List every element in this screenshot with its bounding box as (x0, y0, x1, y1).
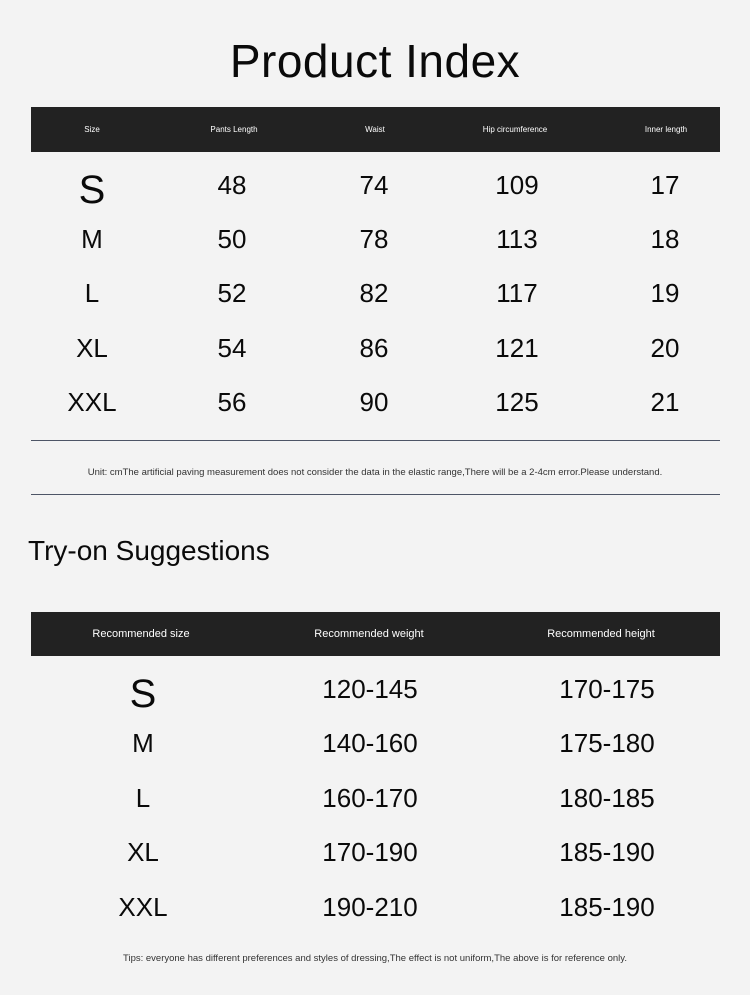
height-cell: 185-190 (559, 836, 655, 867)
size-table-header (31, 107, 720, 152)
size-cell: M (132, 727, 154, 758)
header-recommended-size: Recommended size (92, 628, 190, 640)
header-recommended-weight: Recommended weight (314, 628, 424, 640)
inner-length-cell: 18 (650, 223, 680, 254)
height-cell: 185-190 (559, 891, 655, 922)
header-recommended-height: Recommended height (547, 628, 655, 640)
pants-length-cell: 56 (217, 386, 247, 417)
height-cell: 175-180 (559, 727, 655, 758)
page-title: Product Index (229, 35, 521, 87)
weight-cell: 160-170 (322, 782, 418, 813)
divider (31, 440, 720, 441)
inner-length-cell: 20 (650, 332, 680, 363)
section-title: Try-on Suggestions (28, 535, 270, 566)
header-size: Size (84, 125, 100, 134)
inner-length-cell: 17 (650, 169, 680, 200)
pants-length-cell: 50 (217, 223, 247, 254)
waist-cell: 78 (359, 223, 389, 254)
hip-cell: 109 (495, 169, 539, 200)
size-cell: XL (76, 332, 108, 363)
tips-note: Tips: everyone has different preferences and styles of dressing,The effect is not uniform,The above is for reference only. (123, 953, 627, 964)
size-cell: L (135, 782, 151, 813)
size-cell: L (84, 277, 100, 308)
hip-cell: 125 (495, 386, 539, 417)
height-cell: 180-185 (559, 782, 655, 813)
pants-length-cell: 54 (217, 332, 247, 363)
pants-length-cell: 52 (217, 277, 247, 308)
table-row (0, 380, 750, 424)
size-cell: M (81, 223, 103, 254)
hip-cell: 113 (496, 223, 538, 254)
table-row (0, 830, 750, 874)
size-cell: XL (127, 836, 159, 867)
table-row (0, 776, 750, 820)
table-row (0, 721, 750, 765)
inner-length-cell: 19 (650, 277, 680, 308)
weight-cell: 190-210 (322, 891, 418, 922)
inner-length-cell: 21 (650, 386, 680, 417)
table-row (0, 885, 750, 929)
weight-cell: 140-160 (322, 727, 418, 758)
header-pants-length: Pants Length (210, 125, 258, 134)
waist-cell: 74 (359, 169, 389, 200)
divider (31, 494, 720, 495)
weight-cell: 170-190 (322, 836, 418, 867)
hip-cell: 121 (495, 332, 539, 363)
header-inner-length: Inner length (644, 125, 688, 134)
pants-length-cell: 48 (217, 169, 247, 200)
waist-cell: 86 (359, 332, 389, 363)
waist-cell: 90 (359, 386, 389, 417)
table-row (0, 163, 750, 212)
weight-cell: 120-145 (322, 673, 418, 704)
table-row (0, 667, 750, 716)
hip-cell: 117 (496, 277, 538, 308)
size-cell: S (129, 671, 157, 716)
header-waist: Waist (365, 125, 385, 134)
suggestions-table-header (31, 612, 720, 656)
size-cell: S (78, 167, 106, 212)
header-hip-circumference: Hip circumference (482, 125, 548, 134)
table-row (0, 326, 750, 370)
waist-cell: 82 (359, 277, 389, 308)
height-cell: 170-175 (559, 673, 655, 704)
table-row (0, 271, 750, 315)
size-cell: XXL (67, 386, 117, 417)
table-row (0, 217, 750, 261)
size-cell: XXL (118, 891, 168, 922)
measurement-note: Unit: cmThe artificial paving measurement does not consider the data in the elastic range,There will be a 2-4cm error.Please understand. (87, 467, 663, 478)
